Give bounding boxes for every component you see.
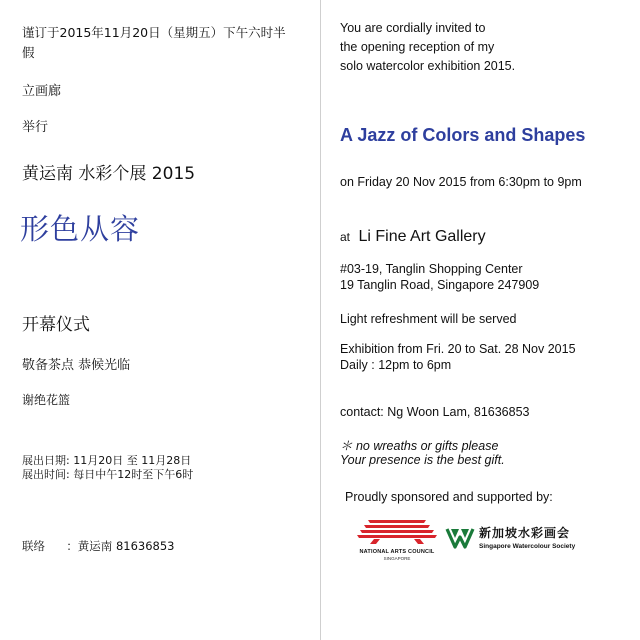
nac-name: NATIONAL ARTS COUNCIL bbox=[359, 549, 435, 555]
refreshment-note: Light refreshment will be served bbox=[340, 312, 517, 326]
gallery-line bbox=[340, 228, 486, 246]
ceremony-cn: 开幕仪式 bbox=[22, 315, 90, 335]
exhibition-hours: Daily : 12pm to 6pm bbox=[340, 358, 452, 372]
invite-line-1: You are cordially invited to bbox=[340, 21, 486, 35]
times-value: 每日中午12时至下午6时 bbox=[73, 468, 194, 481]
opening-time: on Friday 20 Nov 2015 from 6:30pm to 9pm bbox=[340, 175, 582, 189]
center-divider bbox=[320, 0, 321, 640]
venue-cn: 立画廊 bbox=[22, 84, 62, 99]
contact-label-cn: 联络 bbox=[22, 539, 45, 553]
nac-logo bbox=[354, 518, 440, 562]
artist-show-cn: 黄运南 水彩个展 2015 bbox=[22, 164, 196, 184]
invite-line-cn: 谨订于2015年11月20日（星期五）下午六时半 bbox=[22, 25, 286, 40]
exhibition-period: Exhibition from Fri. 20 to Sat. 28 Nov 2015 bbox=[340, 342, 576, 356]
times-label: 展出时间: bbox=[22, 468, 70, 481]
exhibition-times-cn bbox=[22, 466, 193, 482]
dates-value: 11月20日 至 11月28日 bbox=[73, 454, 192, 467]
contact-cn bbox=[22, 538, 175, 554]
no-gifts-note: ＊ no wreaths or gifts please bbox=[340, 439, 499, 453]
invite-line-2: the opening reception of my bbox=[340, 40, 495, 54]
sws-name-cn: 新加坡水彩画会 bbox=[479, 526, 571, 540]
invite-line-3: solo watercolor exhibition 2015. bbox=[340, 59, 516, 73]
tea-cn: 敬备茶点 恭候光临 bbox=[22, 358, 131, 373]
exhibition-title-en: A Jazz of Colors and Shapes bbox=[340, 125, 586, 145]
invite-line-cn-2: 假 bbox=[22, 45, 35, 60]
address-line-1: #03-19, Tanglin Shopping Center bbox=[340, 262, 523, 276]
nac-emblem-icon bbox=[354, 518, 440, 544]
contact-en: contact: Ng Woon Lam, 81636853 bbox=[340, 405, 530, 419]
presence-note: Your presence is the best gift. bbox=[340, 453, 505, 467]
contact-value-cn: ：黄运南 81636853 bbox=[66, 539, 175, 553]
hold-cn: 举行 bbox=[22, 120, 49, 135]
sws-emblem-icon bbox=[445, 525, 475, 551]
nac-sub: SINGAPORE bbox=[383, 556, 411, 561]
gallery-name: Li Fine Art Gallery bbox=[358, 228, 486, 245]
exhibition-title-cn: 形色从容 bbox=[20, 212, 141, 246]
address-line-2: 19 Tanglin Road, Singapore 247909 bbox=[340, 278, 540, 292]
no-flowers-cn: 谢绝花篮 bbox=[22, 393, 71, 407]
sponsor-heading: Proudly sponsored and supported by: bbox=[345, 490, 553, 504]
dates-label: 展出日期: bbox=[22, 454, 70, 467]
sws-logo bbox=[445, 523, 595, 563]
sws-name-en: Singapore Watercolour Society bbox=[479, 543, 576, 550]
at-label: at bbox=[340, 230, 351, 244]
